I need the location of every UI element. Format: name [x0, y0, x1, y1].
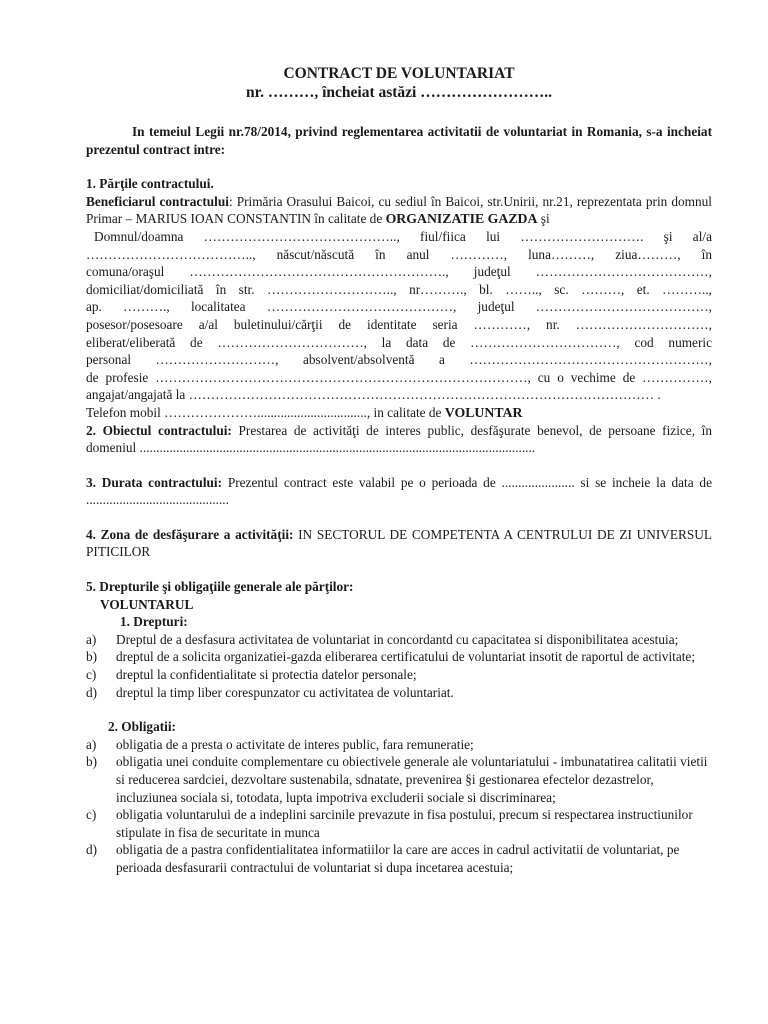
- section-3-label: 3. Durata contractului:: [86, 474, 223, 490]
- list-item: d) dreptul la timp liber corespunzator cu activitatea de voluntariat.: [86, 684, 454, 700]
- list-item: c) dreptul la confidentialitate si protectia datelor personale;: [86, 667, 417, 683]
- detail-line-10: angajat/angajată la …………………………………………………………………………………………… .: [86, 387, 661, 403]
- section-5-heading: 5. Drepturile şi obligaţiile generale ale părţilor:: [86, 579, 354, 595]
- volunteer-details-block: [86, 228, 712, 422]
- org-gazda-after: şi: [537, 211, 550, 227]
- detail-line-2: ……………………………….., născut/născută în anul …………, luna………, ziua………, în: [86, 246, 712, 262]
- list-item: c) obligatia voluntarului de a indeplini sarcinile prevazute in fisa postului, precum si respectarea instructiunilor stipulate in fisa de securitate in munca: [86, 807, 693, 840]
- detail-line-6: posesor/posesoare a/al buletinului/cărţii de identitate seria …………, nr. …………………………,: [86, 316, 712, 332]
- rights-heading: 1. Drepturi:: [120, 614, 188, 630]
- beneficiar-paragraph: [86, 193, 712, 228]
- detail-line-1: Domnul/doamna …………………………………….., fiul/fiica lui ………………………. şi al/a: [94, 228, 712, 244]
- section-4-label: 4. Zona de desfăşurare a activităţii:: [86, 526, 294, 542]
- detail-line-5: ap. ………., localitatea ……………………………………, judeţul …………………………………,: [86, 299, 712, 315]
- document-title: CONTRACT DE VOLUNTARIAT: [283, 65, 515, 82]
- detail-line-7: eliberat/eliberată de ……………………………, la data de ……………………………, cod numeric: [86, 334, 712, 350]
- section-2: [86, 422, 712, 457]
- detail-line-9: de profesie …………………………………………………………………………, cu o vechime de ……………,: [86, 369, 712, 385]
- rights-list: [86, 631, 712, 701]
- intro-paragraph: In temeiul Legii nr.78/2014, privind reglementarea activitatii de voluntariat in Romania, s-a incheiat prezentul contract intre:: [86, 124, 712, 157]
- obligations-list: [86, 736, 712, 877]
- beneficiar-label: Beneficiarul contractului: [86, 193, 229, 209]
- list-item: a) obligatia de a presta o activitate de interes public, fara remuneratie;: [86, 736, 474, 752]
- list-item: b) dreptul de a solicita organizatiei-gazda eliberarea certificatului de voluntariat insotit de raportul de activitate;: [86, 649, 696, 665]
- beneficiar-text: : Primăria Orasului Baicoi, cu sediul în Baicoi, str.Unirii, nr.21, reprezentata prin domnul Primar – MARIUS IOAN CONSTANTIN în calitate de: [86, 193, 713, 227]
- section-3-text: Prezentul contract este valabil pe o perioada de ...................... si se incheie la data de ...........................................: [86, 474, 712, 508]
- section-4: [86, 526, 712, 561]
- phone-text: Telefon mobil …………………................................., in calitate de: [86, 404, 445, 420]
- obligations-heading: 2. Obligatii:: [108, 719, 176, 735]
- section-4-text: IN SECTORUL DE COMPETENTA A CENTRULUI DE ZI UNIVERSUL PITICILOR: [86, 526, 712, 560]
- detail-line-8: personal ………………………, absolvent/absolventă a ………………………………………………,: [86, 352, 712, 368]
- list-item: a) Dreptul de a desfasura activitatea de voluntariat in concordantd cu capacitatea si disponibilitatea acestuia;: [86, 631, 679, 647]
- section-2-text: Prestarea de activităţi de interes public, desfăşurate benevol, de persoane fizice, în domeniul .......................................................................................................................: [86, 422, 713, 456]
- list-item: b) obligatia unei conduite complementare cu obiectivele generale ale voluntariatului - imbunatatirea calitatii vietii si reducerea sardciei, dezvoltare sustenabila, sdnatate, prevenirea §i gestionarea efectelor dezastrelor, incluziunea sociala si, totodata, lupta impotriva excluderii sociale si discriminarea;: [86, 754, 708, 805]
- party-voluntar-heading: VOLUNTARUL: [100, 596, 194, 612]
- document-subtitle: nr. ………, încheiat astăzi ……………………..: [246, 84, 552, 101]
- phone-line: [86, 404, 712, 422]
- section-2-label: 2. Obiectul contractului:: [86, 422, 232, 438]
- section-1-heading: 1. Părţile contractului.: [86, 176, 214, 192]
- voluntar-role: VOLUNTAR: [444, 404, 523, 420]
- detail-line-3: comuna/oraşul …………………………………………………., judeţul …………………………………,: [86, 264, 712, 280]
- org-gazda-label: ORGANIZATIE GAZDA: [385, 211, 538, 227]
- detail-line-4: domiciliat/domiciliată în str. ……………………….., nr………., bl. …….., sc. ………, et. ………..,: [86, 281, 712, 297]
- section-3: [86, 474, 712, 509]
- list-item: d) obligatia de a pastra confidentialitatea informatiilor la care are acces in cadrul activitatii de voluntariat, pe perioada desfasurarii contractului de voluntariat si dupa incetarea acestuia;: [86, 842, 680, 875]
